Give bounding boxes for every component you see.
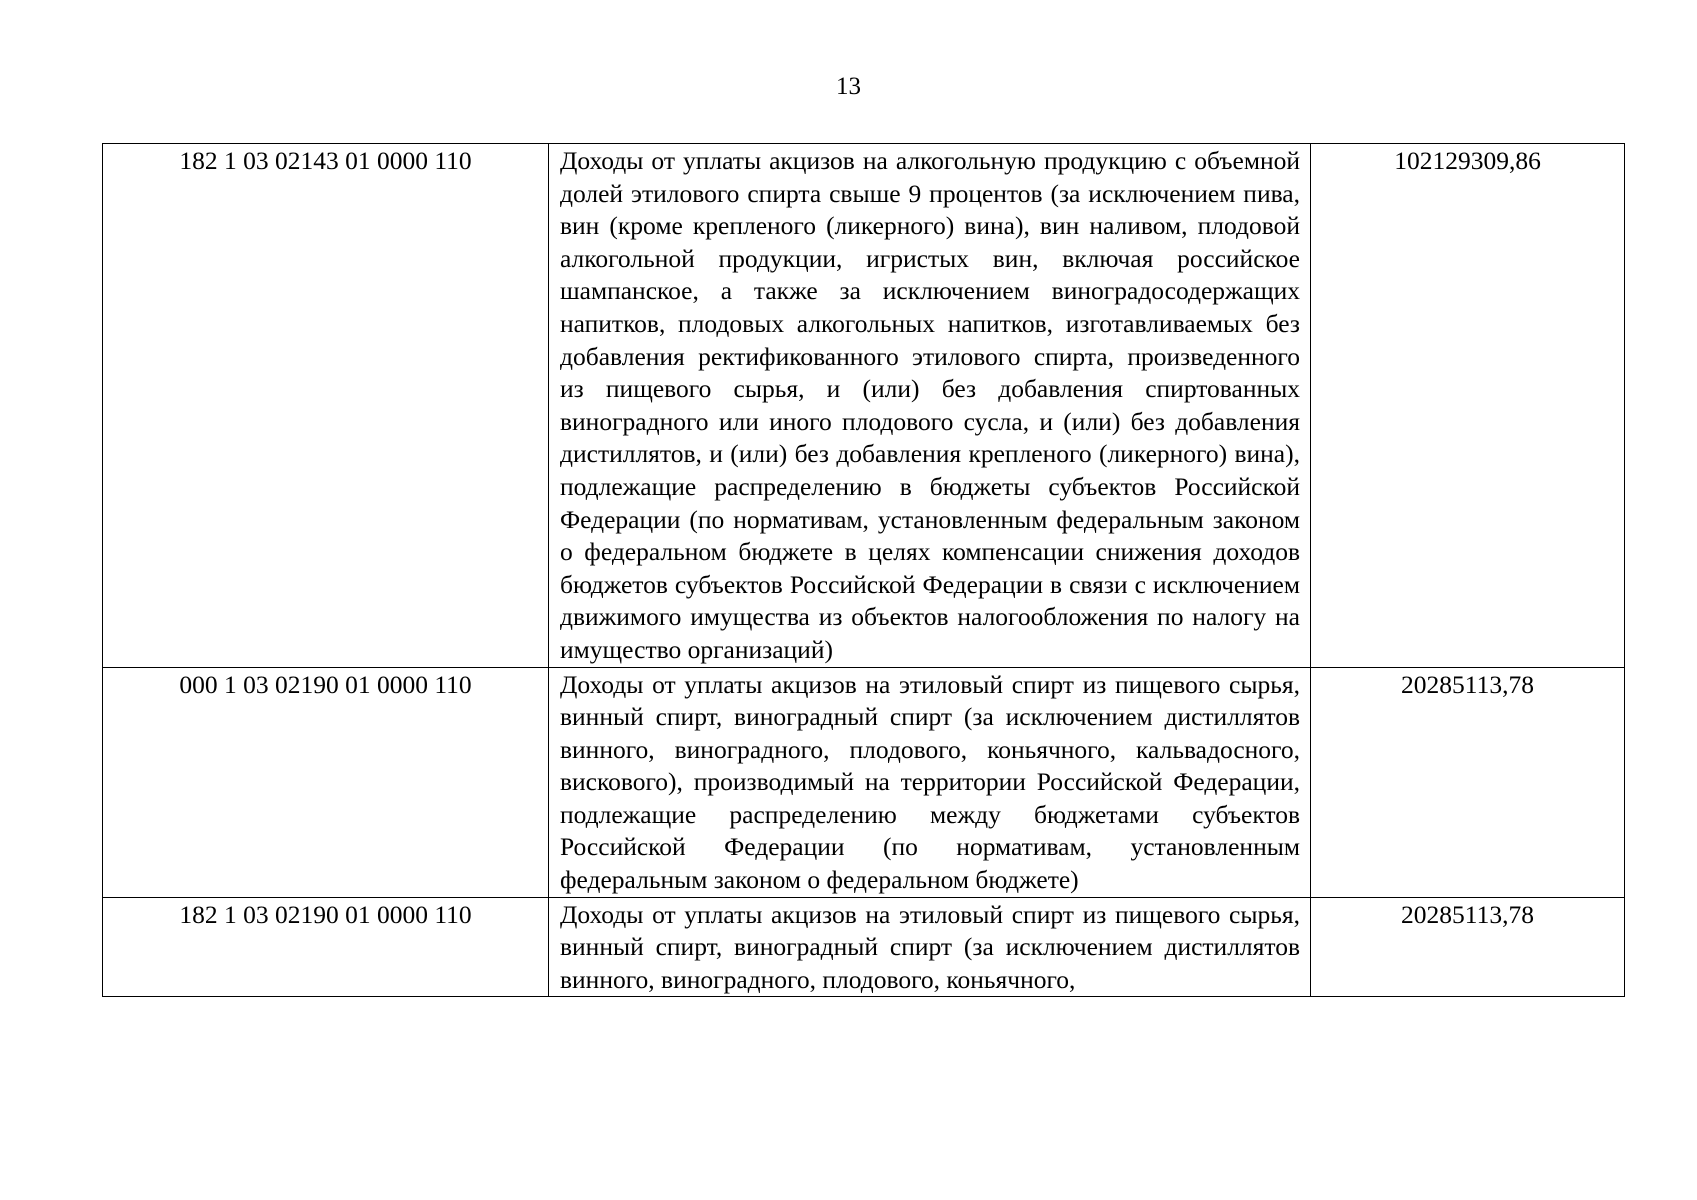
table-row <box>103 144 1625 668</box>
revenue-code-cell: 182 1 03 02190 01 0000 110 <box>103 897 549 997</box>
revenue-code-cell: 182 1 03 02143 01 0000 110 <box>103 144 549 668</box>
revenue-description-cell: Доходы от уплаты акцизов на алкогольную продукцию с объемной долей этилового спирта свыше 9 процентов (за исключением пива, вин (кроме крепленого (ликерного) вина), вин наливом, плодовой алкогольной продукции, игристых вин, включая российское шампанское, а также за исключением виноградосодержащих напитков, плодовых алкогольных напитков, изготавливаемых без добавления ректификованного этилового спирта, произведенного из пищевого сырья, и (или) без добавления спиртованных виноградного или иного плодового сусла, и (или) без добавления дистиллятов, и (или) без добавления крепленого (ликерного) вина), подлежащие распределению в бюджеты субъектов Российской Федерации (по нормативам, установленным федеральным законом о федеральном бюджете в целях компенсации снижения доходов бюджетов субъектов Российской Федерации в связи с исключением движимого имущества из объектов налогообложения по налогу на имущество организаций) <box>549 144 1311 668</box>
revenue-amount-cell: 20285113,78 <box>1311 667 1625 897</box>
table-row <box>103 897 1625 997</box>
revenue-amount-cell: 20285113,78 <box>1311 897 1625 997</box>
revenue-description-cell: Доходы от уплаты акцизов на этиловый спирт из пищевого сырья, винный спирт, виноградный спирт (за исключением дистиллятов винного, виноградного, плодового, коньячного, <box>549 897 1311 997</box>
page-number: 13 <box>836 73 861 100</box>
table-row <box>103 667 1625 897</box>
revenue-table <box>102 143 1625 997</box>
revenue-code-cell: 000 1 03 02190 01 0000 110 <box>103 667 549 897</box>
revenue-amount-cell: 102129309,86 <box>1311 144 1625 668</box>
revenue-description-cell: Доходы от уплаты акцизов на этиловый спирт из пищевого сырья, винный спирт, виноградный спирт (за исключением дистиллятов винного, виноградного, плодового, коньячного, кальвадосного, вискового), производимый на территории Российской Федерации, подлежащие распределению между бюджетами субъектов Российской Федерации (по нормативам, установленным федеральным законом о федеральном бюджете) <box>549 667 1311 897</box>
